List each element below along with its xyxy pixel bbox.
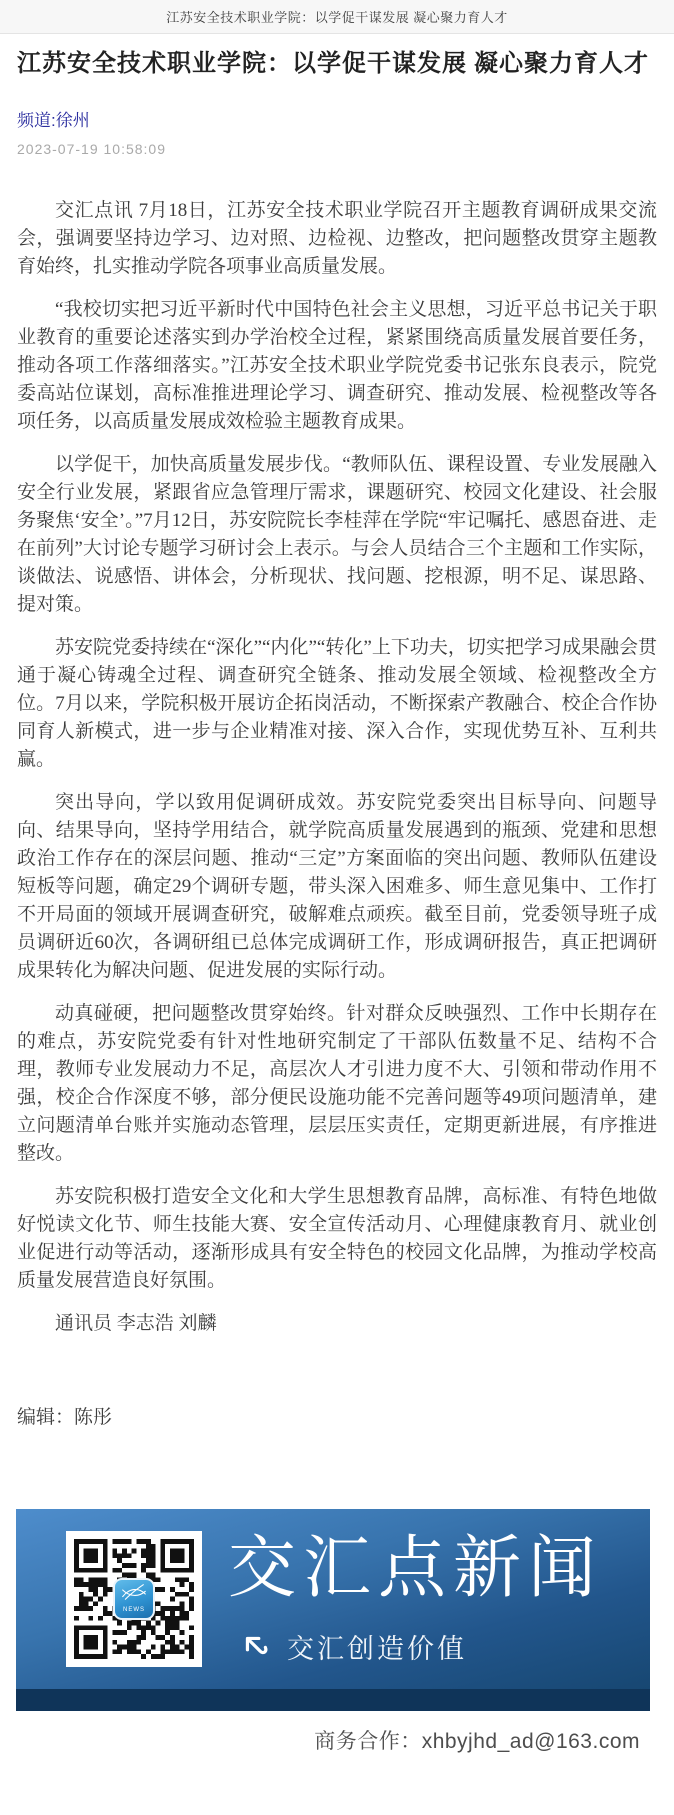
article-paragraph: 突出导向，学以致用促调研成效。苏安院党委突出目标导向、问题导向、结果导向，坚持学用结合，就学院高质量发展遇到的瓶颈、党建和思想政治工作存在的深层问题、推动“三定”方案面临的突出问题、教师队伍建设短板等问题，确定29个调研专题，带头深入困难多、师生意见集中、工作打不开局面的领域开展调查研究，破解难点顽疾。截至目前，党委领导班子成员调研近60次，各调研组已总体完成调研工作，形成调研报告，真正把调研成果转化为解决问题、促进发展的实际行动。 [17,792,657,981]
cursor-arrow-icon [238,1629,272,1663]
qr-code [66,1531,202,1667]
article-paragraph: “我校切实把习近平新时代中国特色社会主义思想，习近平总书记关于职业教育的重要论述落实到办学治校全过程，紧紧围绕高质量发展首要任务，推动各项工作落细落实。”江苏安全技术职业学院党委书记张东良表示，院党委高站位谋划，高标准推进理论学习、调查研究、推动发展、检视整改等各项任务，以高质量发展成效检验主题教育成果。 [17,299,657,432]
business-cooperation-line: 商务合作：xhbyjhd_ad@163.com [314,1730,640,1753]
intersection-lines-icon [115,1580,153,1607]
editor-line: 编辑：陈彤 [17,1407,113,1428]
article-paragraph: 交汇点讯 7月18日，江苏安全技术职业学院召开主题教育调研成果交流会，强调要坚持边学习、边对照、边检视、边整改，把问题整改贯穿主题教育始终，扎实推动学院各项事业高质量发展。 [17,200,657,277]
correspondent-line: 通讯员 李志浩 刘麟 [55,1313,217,1334]
qr-center-logo [113,1578,155,1620]
article-body [17,197,657,1338]
banner-slogan: 交汇创造价值 [287,1633,467,1664]
banner-text-block [228,1529,604,1666]
article-paragraph: 苏安院党委持续在“深化”“内化”“转化”上下功夫，切实把学习成果融会贯通于凝心铸魂全过程、调查研究全链条、推动发展全领域、检视整改全方位。7月以来，学院积极开展访企拓岗活动，不断探索产教融合、校企合作协同育人新模式，进一步与企业精准对接、深入合作，实现优势互补、互利共赢。 [17,637,657,770]
article-paragraph: 动真碰硬，把问题整改贯穿始终。针对群众反映强烈、工作中长期存在的难点，苏安院党委有针对性地研究制定了干部队伍数量不足、结构不合理，教师专业发展动力不足，高层次人才引进力度不大、引领和带动作用不强，校企合作深度不够，部分便民设施功能不完善问题等49项问题清单，建立问题清单台账并实施动态管理，层层压实责任，定期更新进展，有序推进整改。 [17,1003,657,1164]
banner-app-name: 交汇点新闻 [228,1529,604,1606]
banner-slogan-row [238,1627,603,1666]
publish-time: 2023-07-19 10:58:09 [17,141,166,157]
article-paragraph: 以学促干，加快高质量发展步伐。“教师队伍、课程设置、专业发展融入安全行业发展，紧跟省应急管理厅需求，课题研究、校园文化建设、社会服务聚焦‘安全’。”7月12日，苏安院院长李桂萍在学院“牢记嘱托、感恩奋进、走在前列”大讨论专题学习研讨会上表示。与会人员结合三个主题和工作实际，谈做法、说感悟、讲体会，分析现状、找问题、挖根源，明不足、谋思路、提对策。 [17,454,657,615]
article-title: 江苏安全技术职业学院：以学促干谋发展 凝心聚力育人才 [17,51,649,77]
channel-link[interactable]: 频道:徐州 [17,111,90,130]
qr-logo-text: NEWS [123,1606,145,1613]
article [0,47,674,1429]
page-title-bar [0,0,674,34]
promo-banner-main [16,1509,650,1689]
banner-bottom-strip [16,1689,650,1711]
page-title-bar-text: 江苏安全技术职业学院：以学促干谋发展 凝心聚力育人才 [166,10,508,25]
bottom-spacer [0,1755,674,1815]
promo-banner[interactable] [16,1509,650,1711]
article-paragraph: 苏安院积极打造安全文化和大学生思想教育品牌，高标准、有特色地做好悦读文化节、师生技能大赛、安全宣传活动月、心理健康教育月、就业创业促进行动等活动，逐渐形成具有安全特色的校园文化品牌，为推动学校高质量发展营造良好氛围。 [17,1186,657,1291]
